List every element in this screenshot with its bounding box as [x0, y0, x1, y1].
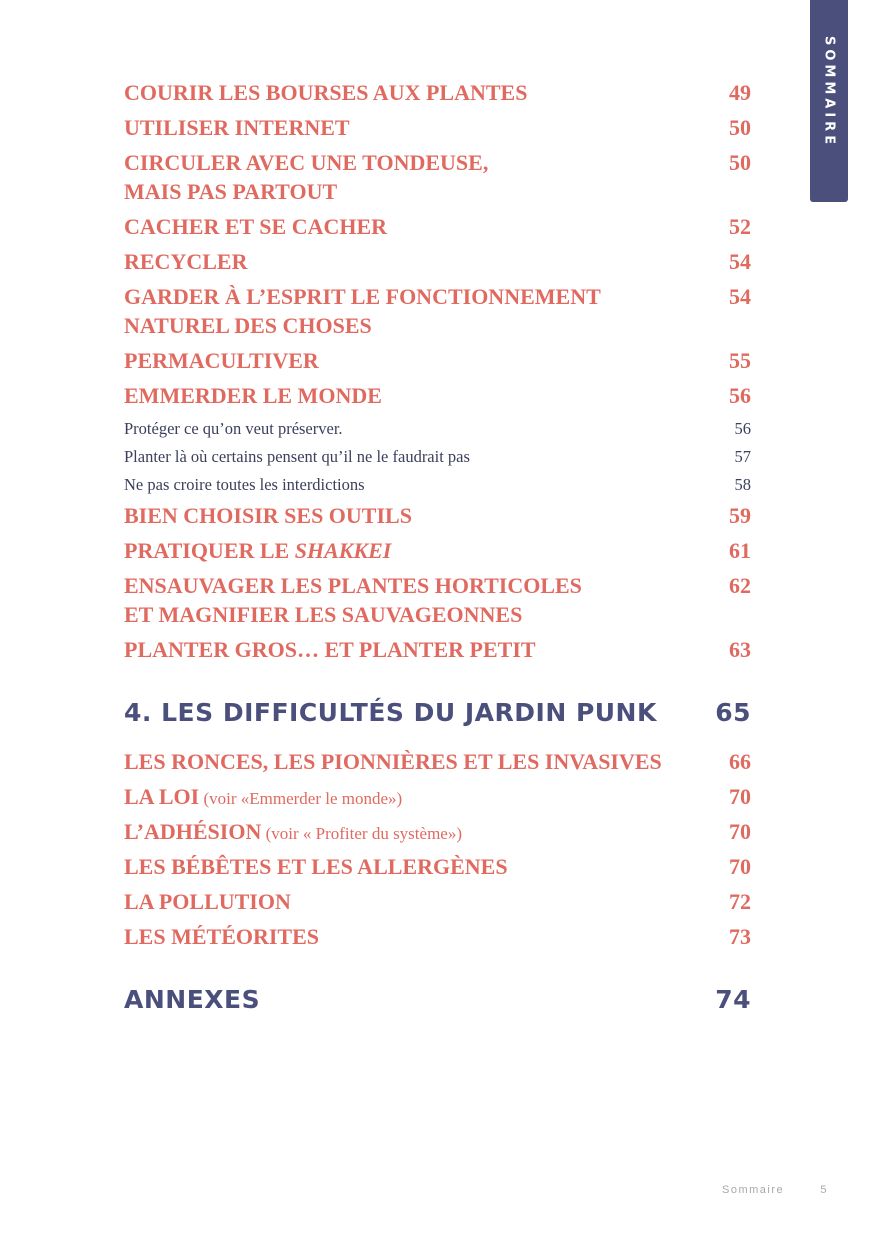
annexes-page: 74: [715, 985, 751, 1014]
page-number: 5: [820, 1184, 828, 1196]
toc-subentry-page: 56: [734, 419, 751, 438]
toc-entry[interactable]: [124, 346, 751, 375]
toc-subentry-page: 58: [734, 475, 751, 494]
toc-entry-title-line: MAIS PAS PARTOUT: [124, 179, 338, 204]
toc-entry[interactable]: [124, 922, 751, 951]
toc-entry-page: 50: [729, 115, 751, 140]
toc-entry-title: PERMACULTIVER: [124, 348, 319, 373]
toc-entry-page: 70: [729, 784, 751, 809]
toc-entry-page: 49: [729, 80, 751, 105]
page-footer: [722, 1184, 828, 1196]
toc-entry[interactable]: [124, 536, 751, 565]
toc-entry[interactable]: [124, 381, 751, 410]
toc-entry-title: LES MÉTÉORITES: [124, 924, 320, 949]
toc-entry[interactable]: [124, 571, 751, 629]
toc-entry-title-line: ET MAGNIFIER LES SAUVAGEONNES: [124, 602, 523, 627]
toc-entry-title-prefix: PRATIQUER LE: [124, 538, 295, 563]
toc-entry-title: PLANTER GROS… ET PLANTER PETIT: [124, 637, 536, 662]
toc-subentry[interactable]: [124, 418, 751, 440]
chapter-page: 65: [715, 698, 751, 727]
toc-entry-title-line: ENSAUVAGER LES PLANTES HORTICOLES: [124, 573, 582, 598]
toc-entry-note: (voir « Profiter du système»): [261, 824, 462, 843]
toc-entry-title: LES BÉBÊTES ET LES ALLERGÈNES: [124, 854, 508, 879]
toc-entry-title: RECYCLER: [124, 249, 248, 274]
toc-entry-title-emphasis: SHAKKEI: [294, 538, 392, 563]
toc-entry-title-group: [124, 782, 402, 813]
toc-entry-page: 59: [729, 503, 751, 528]
toc-entry-title: [124, 536, 391, 565]
annexes-heading[interactable]: [124, 984, 751, 1016]
toc-entry-title: L’ADHÉSION: [124, 819, 262, 844]
toc-entry[interactable]: [124, 247, 751, 276]
toc-entry-title-line: GARDER À L’ESPRIT LE FONCTIONNEMENT: [124, 284, 601, 309]
toc-entry-title: COURIR LES BOURSES AUX PLANTES: [124, 80, 528, 105]
toc-entry-page: 73: [729, 924, 751, 949]
toc-entry[interactable]: [124, 78, 751, 107]
footer-label: Sommaire: [722, 1184, 785, 1196]
side-tab-label: SOMMAIRE: [821, 36, 837, 149]
toc-entry-page: 56: [729, 383, 751, 408]
toc-entry-page: 70: [729, 854, 751, 879]
toc-entry-page: 52: [729, 214, 751, 239]
toc-subentry-page: 57: [734, 447, 751, 466]
toc-entry-title: UTILISER INTERNET: [124, 115, 350, 140]
toc-entry-title-line: CIRCULER AVEC UNE TONDEUSE,: [124, 150, 489, 175]
toc-entry-title-group: [124, 817, 462, 848]
toc-entry-page: 72: [729, 889, 751, 914]
toc-entry[interactable]: [124, 817, 751, 848]
toc-entry-page: 62: [729, 573, 751, 598]
toc-entry-page: 61: [729, 538, 751, 563]
toc-entry-page: 50: [729, 150, 751, 175]
toc-entry-note: (voir «Emmerder le monde»): [199, 789, 403, 808]
annexes-title: ANNEXES: [124, 985, 261, 1014]
chapter-heading[interactable]: [124, 697, 751, 729]
toc-entry-title: LA POLLUTION: [124, 889, 291, 914]
toc-entry[interactable]: [124, 212, 751, 241]
toc-entry[interactable]: [124, 501, 751, 530]
toc-entry-page: 54: [729, 249, 751, 274]
toc-entry[interactable]: [124, 747, 751, 776]
toc-entry-title: BIEN CHOISIR SES OUTILS: [124, 503, 412, 528]
toc-entry[interactable]: [124, 148, 751, 206]
toc-entry-title: EMMERDER LE MONDE: [124, 383, 382, 408]
toc-subentry-title: Planter là où certains pensent qu’il ne le faudrait pas: [124, 447, 470, 466]
sommaire-side-tab[interactable]: [810, 0, 848, 202]
toc-entry-page: 66: [729, 749, 751, 774]
toc-entry[interactable]: [124, 887, 751, 916]
toc-entry-title: LA LOI: [124, 784, 200, 809]
toc-entry-title-line: NATUREL DES CHOSES: [124, 313, 372, 338]
toc-entry-title: LES RONCES, LES PIONNIÈRES ET LES INVASIVES: [124, 749, 662, 774]
toc-entry-page: 63: [729, 637, 751, 662]
toc-entry-page: 54: [729, 284, 751, 309]
chapter-title: 4. LES DIFFICULTÉS DU JARDIN PUNK: [124, 698, 657, 727]
toc-subentry-title: Protéger ce qu’on veut préserver.: [124, 419, 343, 438]
toc-entry[interactable]: [124, 852, 751, 881]
toc-subentry[interactable]: [124, 446, 751, 468]
toc-entry-page: 55: [729, 348, 751, 373]
toc-subentry-title: Ne pas croire toutes les interdictions: [124, 475, 365, 494]
toc-entry[interactable]: [124, 113, 751, 142]
toc-entry-title: CACHER ET SE CACHER: [124, 214, 388, 239]
toc-entry[interactable]: [124, 635, 751, 664]
toc-entry[interactable]: [124, 282, 751, 340]
toc-entry[interactable]: [124, 782, 751, 813]
toc-entry-page: 70: [729, 819, 751, 844]
toc-subentry[interactable]: [124, 474, 751, 496]
